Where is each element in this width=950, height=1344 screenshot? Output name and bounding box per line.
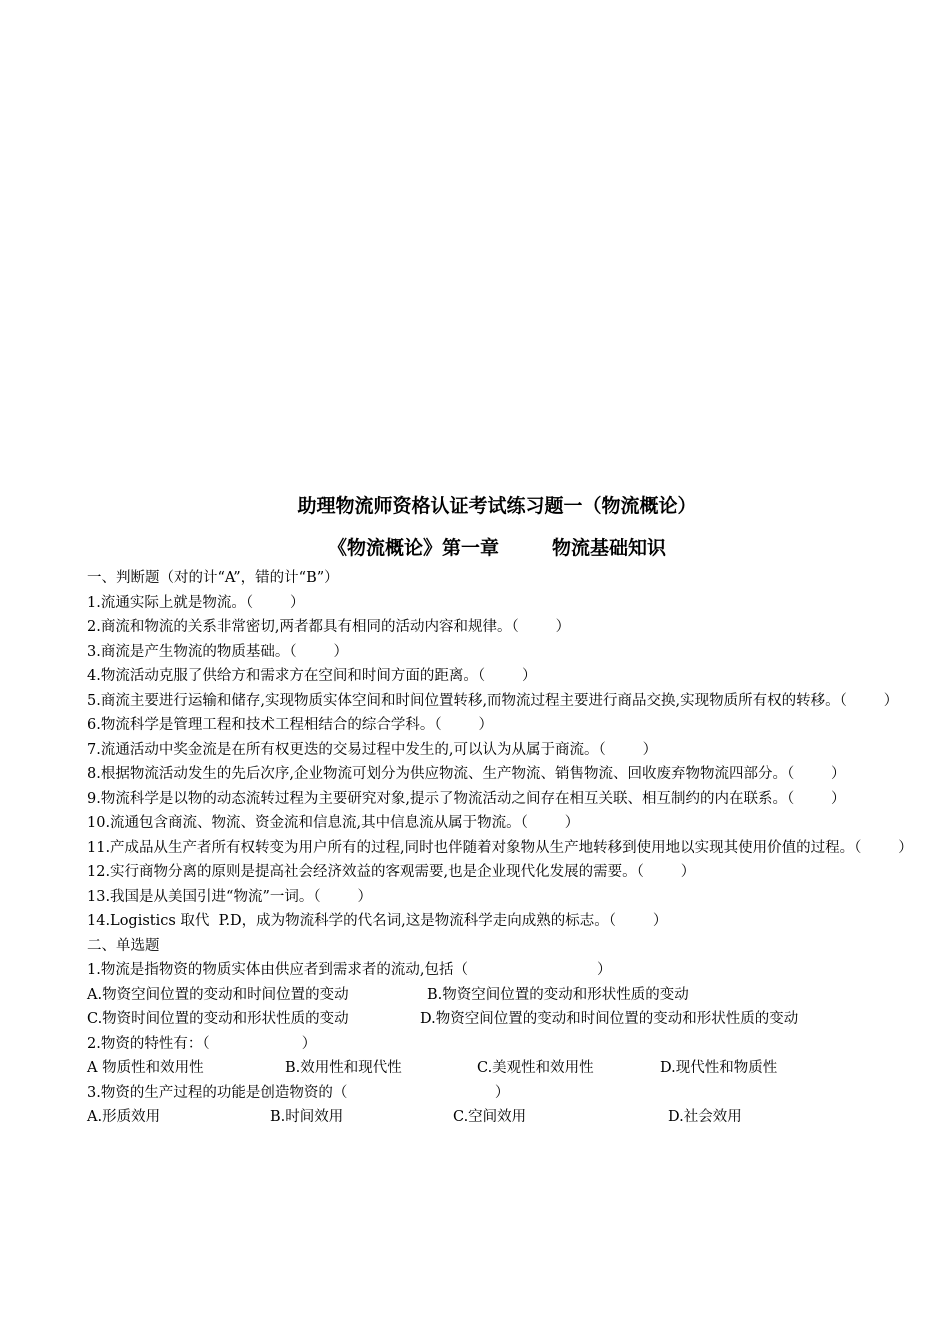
question-item: 10.流通包含商流、物流、资金流和信息流,其中信息流从属于物流。（ ） xyxy=(87,815,580,831)
section-heading-single-choice: 二、单选题 xyxy=(87,937,160,954)
document-title: 助理物流师资格认证考试练习题一（物流概论） xyxy=(297,495,697,517)
option-a: A.形质效用 xyxy=(87,1109,161,1125)
option-b: B.物资空间位置的变动和形状性质的变动 xyxy=(427,986,689,1003)
choice-question-stem: 1.物流是指物资的物质实体由供应者到需求者的流动,包括（ ） xyxy=(87,962,612,978)
option-c: C.空间效用 xyxy=(453,1109,527,1125)
option-a: A 物质性和效用性 xyxy=(87,1060,204,1076)
section-heading-true-false: 一、判断题（对的计“A”，错的计“B”） xyxy=(87,570,339,586)
question-item: 1.流通实际上就是物流。（ ） xyxy=(87,594,305,611)
option-c: C.物资时间位置的变动和形状性质的变动 xyxy=(87,1011,349,1027)
question-item: 7.流通活动中奖金流是在所有权更迭的交易过程中发生的,可以认为从属于商流。（ ） xyxy=(87,741,658,758)
question-item: 3.商流是产生物流的物质基础。（ ） xyxy=(87,643,348,660)
option-b: B.时间效用 xyxy=(270,1109,344,1125)
option-d: D.现代性和物质性 xyxy=(660,1060,778,1076)
option-c: C.美观性和效用性 xyxy=(477,1060,594,1076)
question-item: 13.我国是从美国引进“物流”一词。（ ） xyxy=(87,888,373,905)
question-item: 12.实行商物分离的原则是提高社会经济效益的客观需要,也是企业现代化发展的需要。（ ） xyxy=(87,864,696,880)
option-a: A.物资空间位置的变动和时间位置的变动 xyxy=(87,986,349,1003)
choice-options-row xyxy=(87,1105,907,1130)
question-item: 6.物流科学是管理工程和技术工程相结合的综合学科。（ ） xyxy=(87,717,493,733)
choice-options-row xyxy=(87,1056,907,1081)
question-item: 2.商流和物流的关系非常密切,两者都具有相同的活动内容和规律。（ ） xyxy=(87,619,571,635)
question-item: 11.产成品从生产者所有权转变为用户所有的过程,同时也伴随着对象物从生产地转移到使用地以实现其使用价值的过程。（ ） xyxy=(87,839,913,856)
chapter-heading: 《物流概论》第一章 物流基础知识 xyxy=(328,537,666,559)
choice-options-row xyxy=(87,983,907,1008)
option-b: B.效用性和现代性 xyxy=(285,1060,402,1076)
question-item: 9.物流科学是以物的动态流转过程为主要研究对象,提示了物流活动之间存在相互关联、相互制约的内在联系。（ ） xyxy=(87,790,846,807)
question-item: 14.Logistics 取代 P.D，成为物流科学的代名词,这是物流科学走向成熟的标志。（ ） xyxy=(87,913,668,929)
question-item: 4.物流活动克服了供给方和需求方在空间和时间方面的距离。（ ） xyxy=(87,668,537,684)
choice-question-stem: 3.物资的生产过程的功能是创造物资的（ ） xyxy=(87,1084,510,1101)
question-item: 5.商流主要进行运输和储存,实现物质实体空间和时间位置转移,而物流过程主要进行商品交换,实现物质所有权的转移。（ ） xyxy=(87,692,899,709)
option-d: D.物资空间位置的变动和时间位置的变动和形状性质的变动 xyxy=(420,1011,799,1027)
choice-options-row xyxy=(87,1007,907,1032)
choice-question-stem: 2.物资的特性有：（ ） xyxy=(87,1035,317,1052)
document-content xyxy=(87,492,913,1130)
option-d: D.社会效用 xyxy=(668,1109,742,1125)
question-item: 8.根据物流活动发生的先后次序,企业物流可划分为供应物流、生产物流、销售物流、回收废弃物物流四部分。（ ） xyxy=(87,766,846,782)
